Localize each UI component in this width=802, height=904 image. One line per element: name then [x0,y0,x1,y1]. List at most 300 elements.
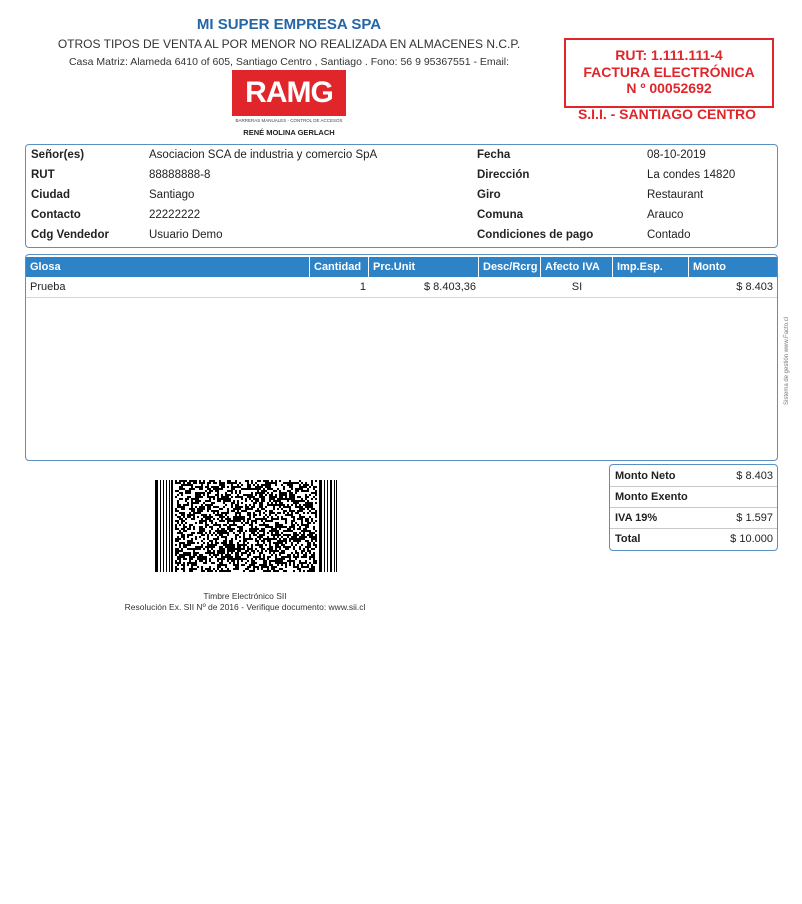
barcode-module [255,486,257,488]
barcode-module [313,496,315,498]
barcode-bar [327,480,328,572]
barcode-module [273,550,275,552]
barcode-module [213,550,215,552]
barcode-module [275,500,277,502]
barcode-module [237,506,239,508]
barcode-module [271,526,273,528]
barcode-module [203,556,205,558]
barcode-module [283,482,285,484]
barcode-module [199,528,201,530]
barcode-module [225,542,227,544]
barcode-module [291,536,293,538]
barcode-module [257,532,259,534]
barcode-module [305,528,307,530]
barcode-module [221,548,223,550]
barcode-module [237,530,239,532]
barcode-module [219,564,221,566]
barcode-module [253,498,255,500]
barcode-module [267,480,269,482]
barcode-module [175,482,177,484]
barcode-module [203,480,205,482]
barcode-module [259,492,261,494]
barcode-module [235,524,237,526]
barcode-module [297,506,299,508]
barcode-module [307,500,309,502]
barcode-module [211,528,213,530]
barcode-module [191,524,193,526]
barcode-module [203,508,205,510]
barcode-module [255,538,257,540]
barcode-module [227,570,229,572]
barcode-module [263,548,265,550]
barcode-module [297,568,299,570]
barcode-module [271,550,273,552]
barcode-module [293,534,295,536]
barcode-module [271,554,273,556]
barcode-module [211,562,213,564]
barcode-module [227,568,229,570]
barcode-module [191,506,193,508]
barcode-module [201,522,203,524]
barcode-module [175,570,177,572]
barcode-module [275,532,277,534]
barcode-module [259,524,261,526]
barcode-module [249,504,251,506]
barcode-module [253,560,255,562]
barcode-module [237,556,239,558]
barcode-module [251,526,253,528]
barcode-module [199,530,201,532]
barcode-module [193,548,195,550]
barcode-module [239,518,241,520]
barcode-module [235,552,237,554]
barcode-module [201,518,203,520]
barcode-module [191,484,193,486]
barcode-module [175,510,177,512]
barcode-module [299,562,301,564]
barcode-module [281,504,283,506]
barcode-module [275,538,277,540]
barcode-module [313,562,315,564]
barcode-module [243,534,245,536]
barcode-module [205,514,207,516]
barcode-module [181,488,183,490]
barcode-module [251,492,253,494]
barcode-module [259,546,261,548]
barcode-module [195,538,197,540]
barcode-module [207,486,209,488]
barcode-module [185,492,187,494]
barcode-module [243,532,245,534]
barcode-module [299,516,301,518]
pdf417-barcode [155,480,337,572]
barcode-module [201,528,203,530]
barcode-module [203,482,205,484]
barcode-module [177,538,179,540]
barcode-module [235,556,237,558]
barcode-module [295,544,297,546]
barcode-module [205,526,207,528]
barcode-module [237,510,239,512]
barcode-module [301,486,303,488]
barcode-module [187,496,189,498]
barcode-module [287,556,289,558]
barcode-module [219,546,221,548]
barcode-module [261,494,263,496]
barcode-module [197,496,199,498]
barcode-module [223,540,225,542]
barcode-module [223,548,225,550]
barcode-module [239,492,241,494]
barcode-module [293,500,295,502]
barcode-module [303,516,305,518]
barcode-module [279,524,281,526]
barcode-module [275,480,277,482]
barcode-module [261,518,263,520]
barcode-module [299,538,301,540]
barcode-module [221,508,223,510]
barcode-module [277,508,279,510]
barcode-module [273,506,275,508]
barcode-module [281,484,283,486]
barcode-module [269,512,271,514]
barcode-module [259,486,261,488]
barcode-module [207,544,209,546]
barcode-module [181,522,183,524]
barcode-module [209,530,211,532]
barcode-module [247,508,249,510]
barcode-module [213,510,215,512]
barcode-module [209,526,211,528]
barcode-module [197,498,199,500]
barcode-module [189,562,191,564]
barcode-module [245,522,247,524]
barcode-module [209,508,211,510]
barcode-module [185,498,187,500]
barcode-module [313,542,315,544]
barcode-module [293,516,295,518]
barcode-module [213,524,215,526]
barcode-module [221,562,223,564]
barcode-bar [330,480,332,572]
barcode-module [293,520,295,522]
barcode-module [311,566,313,568]
barcode-module [203,558,205,560]
barcode-module [191,568,193,570]
barcode-module [219,570,221,572]
barcode-module [237,484,239,486]
barcode-module [193,480,195,482]
barcode-module [231,496,233,498]
barcode-module [275,546,277,548]
barcode-module [277,564,279,566]
barcode-module [235,568,237,570]
barcode-module [211,522,213,524]
barcode-module [207,484,209,486]
barcode-module [221,550,223,552]
barcode-module [181,484,183,486]
barcode-module [227,544,229,546]
barcode-module [315,480,317,482]
barcode-module [267,558,269,560]
barcode-module [263,512,265,514]
barcode-module [263,532,265,534]
barcode-module [309,532,311,534]
barcode-module [295,556,297,558]
total-row-neto [610,465,777,487]
barcode-module [255,510,257,512]
barcode-module [201,526,203,528]
barcode-module [257,550,259,552]
barcode-module [181,568,183,570]
barcode-module [247,542,249,544]
barcode-module [299,528,301,530]
barcode-module [263,530,265,532]
barcode-module [299,506,301,508]
barcode-module [229,490,231,492]
barcode-module [313,522,315,524]
barcode-module [251,520,253,522]
barcode-module [203,534,205,536]
barcode-module [191,556,193,558]
barcode-module [249,496,251,498]
barcode-module [207,570,209,572]
barcode-module [239,548,241,550]
barcode-module [201,496,203,498]
barcode-module [175,538,177,540]
barcode-module [253,550,255,552]
barcode-module [301,516,303,518]
barcode-module [235,508,237,510]
barcode-module [299,484,301,486]
barcode-module [229,546,231,548]
barcode-module [223,536,225,538]
barcode-module [205,516,207,518]
barcode-module [255,528,257,530]
barcode-module [303,536,305,538]
barcode-module [197,510,199,512]
label-commune: Comuna [477,209,523,221]
barcode-module [271,504,273,506]
barcode-module [271,516,273,518]
barcode-module [241,522,243,524]
barcode-module [269,496,271,498]
barcode-module [313,512,315,514]
barcode-module [195,480,197,482]
barcode-module [193,550,195,552]
barcode-module [183,530,185,532]
barcode-module [277,542,279,544]
barcode-module [237,520,239,522]
barcode-module [195,560,197,562]
barcode-module [199,536,201,538]
barcode-module [207,518,209,520]
barcode-module [275,504,277,506]
barcode-module [283,488,285,490]
barcode-module [229,520,231,522]
barcode-module [297,524,299,526]
barcode-module [229,562,231,564]
barcode-module [233,528,235,530]
barcode-module [231,550,233,552]
barcode-module [185,526,187,528]
document-number: N º 00052692 [626,80,712,96]
barcode-module [285,564,287,566]
barcode-module [231,490,233,492]
barcode-module [273,534,275,536]
barcode-module [245,510,247,512]
barcode-module [273,538,275,540]
barcode-module [251,564,253,566]
barcode-module [219,514,221,516]
barcode-module [301,510,303,512]
barcode-module [221,528,223,530]
barcode-module [189,508,191,510]
barcode-module [217,510,219,512]
barcode-module [237,550,239,552]
barcode-module [229,542,231,544]
barcode-module [291,514,293,516]
barcode-module [257,490,259,492]
barcode-module [175,480,177,482]
barcode-module [263,558,265,560]
barcode-module [277,488,279,490]
barcode-module [253,520,255,522]
barcode-module [313,536,315,538]
label-address: Dirección [477,169,530,181]
barcode-module [177,558,179,560]
barcode-module [189,552,191,554]
barcode-module [179,518,181,520]
barcode-module [217,552,219,554]
barcode-module [215,510,217,512]
barcode-module [313,488,315,490]
barcode-module [311,564,313,566]
barcode-module [247,556,249,558]
barcode-module [299,548,301,550]
barcode-module [241,510,243,512]
item-cantidad: 1 [359,281,366,293]
barcode-module [225,540,227,542]
barcode-module [267,482,269,484]
barcode-module [183,566,185,568]
barcode-module [211,516,213,518]
barcode-module [269,564,271,566]
barcode-module [275,518,277,520]
barcode-module [279,480,281,482]
barcode-module [231,540,233,542]
barcode-module [209,560,211,562]
barcode-module [315,534,317,536]
barcode-module [307,520,309,522]
logo-text: RAMG [245,76,333,109]
barcode-module [265,484,267,486]
barcode-module [205,520,207,522]
barcode-module [263,518,265,520]
barcode-module [217,514,219,516]
barcode-module [255,502,257,504]
barcode-module [285,526,287,528]
barcode-module [261,558,263,560]
barcode-module [259,488,261,490]
barcode-module [303,512,305,514]
barcode-module [263,484,265,486]
barcode-module [301,500,303,502]
barcode-module [277,522,279,524]
barcode-module [217,530,219,532]
barcode-module [255,500,257,502]
barcode-module [249,534,251,536]
barcode-bar [334,480,335,572]
barcode-module [251,550,253,552]
barcode-module [283,492,285,494]
barcode-module [265,564,267,566]
barcode-module [255,544,257,546]
barcode-module [209,544,211,546]
barcode-module [305,540,307,542]
barcode-module [239,482,241,484]
barcode-module [247,496,249,498]
barcode-module [307,566,309,568]
barcode-module [285,522,287,524]
barcode-module [213,506,215,508]
barcode-module [279,528,281,530]
barcode-module [279,526,281,528]
barcode-module [309,502,311,504]
barcode-module [181,494,183,496]
barcode-module [209,552,211,554]
barcode-module [291,526,293,528]
barcode-module [239,556,241,558]
barcode-module [195,486,197,488]
barcode-module [307,544,309,546]
barcode-module [197,552,199,554]
barcode-module [221,520,223,522]
barcode-module [259,536,261,538]
barcode-module [189,482,191,484]
barcode-module [249,554,251,556]
barcode-module [195,568,197,570]
barcode-module [271,498,273,500]
barcode-module [219,550,221,552]
barcode-module [225,544,227,546]
barcode-module [257,510,259,512]
barcode-module [211,546,213,548]
barcode-module [287,560,289,562]
barcode-module [187,482,189,484]
barcode-module [211,556,213,558]
barcode-module [189,556,191,558]
barcode-module [183,552,185,554]
barcode-module [289,492,291,494]
logo-owner: RENÉ MOLINA GERLACH [243,128,335,137]
barcode-module [175,560,177,562]
barcode-module [213,488,215,490]
barcode-module [273,498,275,500]
barcode-module [277,498,279,500]
barcode-module [307,488,309,490]
barcode-module [197,532,199,534]
barcode-module [275,494,277,496]
barcode-module [291,500,293,502]
barcode-module [313,544,315,546]
barcode-module [313,566,315,568]
barcode-module [231,524,233,526]
barcode-module [225,546,227,548]
barcode-module [199,526,201,528]
barcode-module [279,554,281,556]
barcode-module [189,496,191,498]
